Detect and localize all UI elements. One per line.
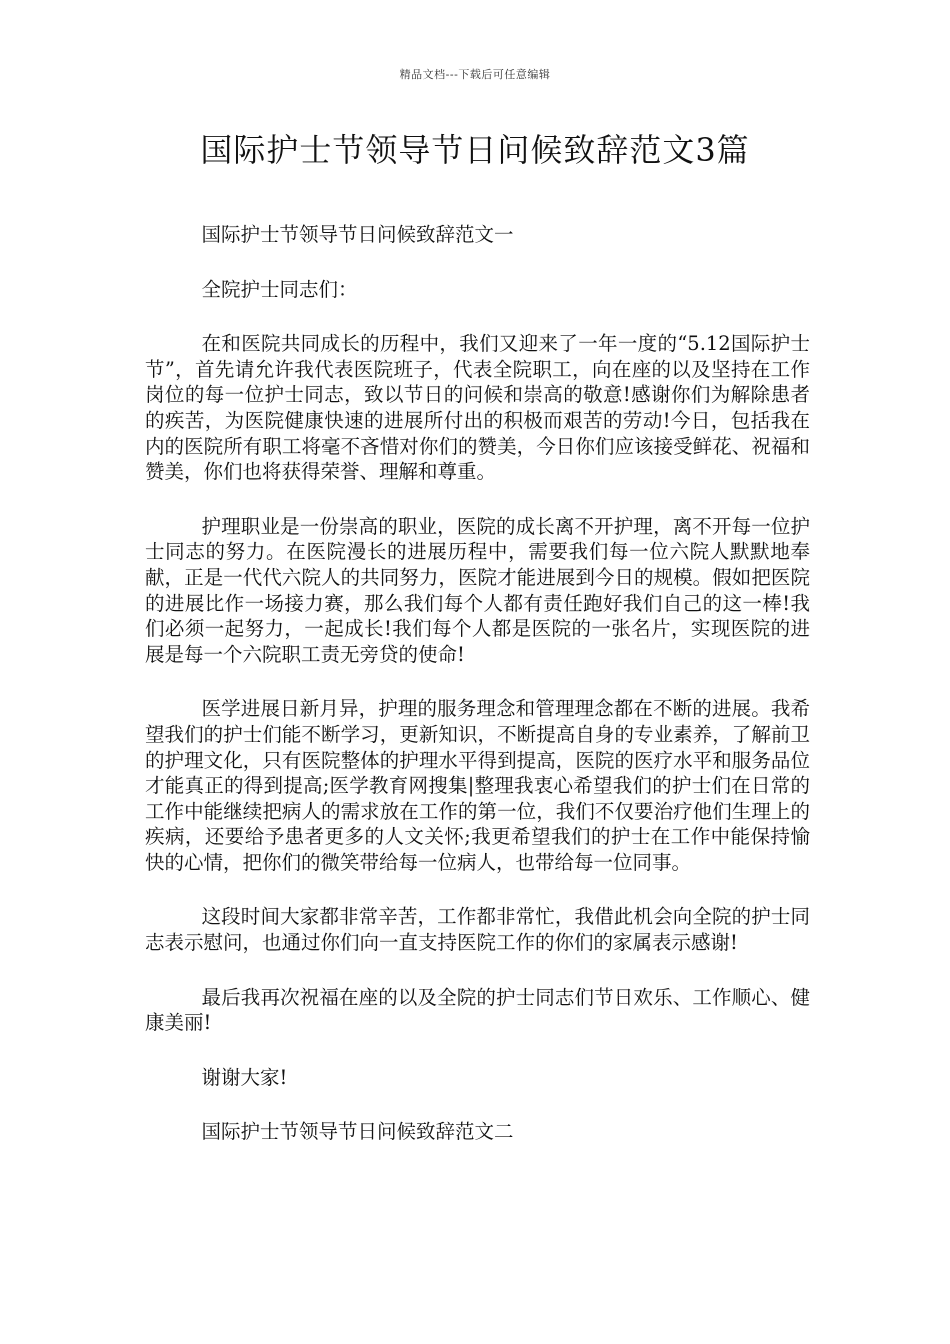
body-paragraph: 最后我再次祝福在座的以及全院的护士同志们节日欢乐、工作顺心、健康美丽! [145,985,810,1035]
salutation: 全院护士同志们： [201,277,358,301]
body-paragraph: 医学进展日新月异，护理的服务理念和管理理念都在不断的进展。我希望我们的护士们能不断学习，更新知识，不断提高自身的专业素养，了解前卫的护理文化，只有医院整体的护理水平得到提高，医院的医疗水平和服务品位才能真正的得到提高;医学教育网搜集|整理我衷心希望我们的护士们在日常的工作中能继续把病人的需求放在工作的第一位，我们不仅要治疗他们生理上的疾病，还要给予患者更多的人文关怀;我更希望我们的护士在工作中能保持愉快的心情，把你们的微笑带给每一位病人，也带给每一位同事。 [145,697,810,874]
body-paragraph: 在和医院共同成长的历程中，我们又迎来了一年一度的“5.12国际护士节”，首先请允许我代表医院班子，代表全院职工，向在座的以及坚持在工作岗位的每一位护士同志，致以节日的问候和崇高的敬意!感谢你们为解除患者的疾苦，为医院健康快速的进展所付出的积极而艰苦的劳动!今日，包括我在内的医院所有职工将毫不吝惜对你们的赞美，今日你们应该接受鲜花、祝福和赞美，你们也将获得荣誉、理解和尊重。 [145,332,810,484]
section-heading-one: 国际护士节领导节日问候致辞范文一 [201,223,514,246]
header-note: 精品文档---下载后可任意编辑 [399,68,551,81]
closing-thanks: 谢谢大家! [201,1065,288,1089]
body-paragraph: 护理职业是一份崇高的职业，医院的成长离不开护理，离不开每一位护士同志的努力。在医院漫长的进展历程中，需要我们每一位六院人默默地奉献，正是一代代六院人的共同努力，医院才能进展到今日的规模。假如把医院的进展比作一场接力赛，那么我们每个人都有责任跑好我们自己的这一棒!我们必须一起努力，一起成长!我们每个人都是医院的一张名片，实现医院的进展是每一个六院职工责无旁贷的使命! [145,514,810,666]
section-heading-two: 国际护士节领导节日问候致辞范文二 [201,1120,514,1144]
document-body [145,222,810,1174]
body-paragraph: 这段时间大家都非常辛苦，工作都非常忙，我借此机会向全院的护士同志表示慰问，也通过你们向一直支持医院工作的你们的家属表示感谢! [145,905,810,955]
document-title: 国际护士节领导节日问候致辞范文3篇 [200,131,750,169]
